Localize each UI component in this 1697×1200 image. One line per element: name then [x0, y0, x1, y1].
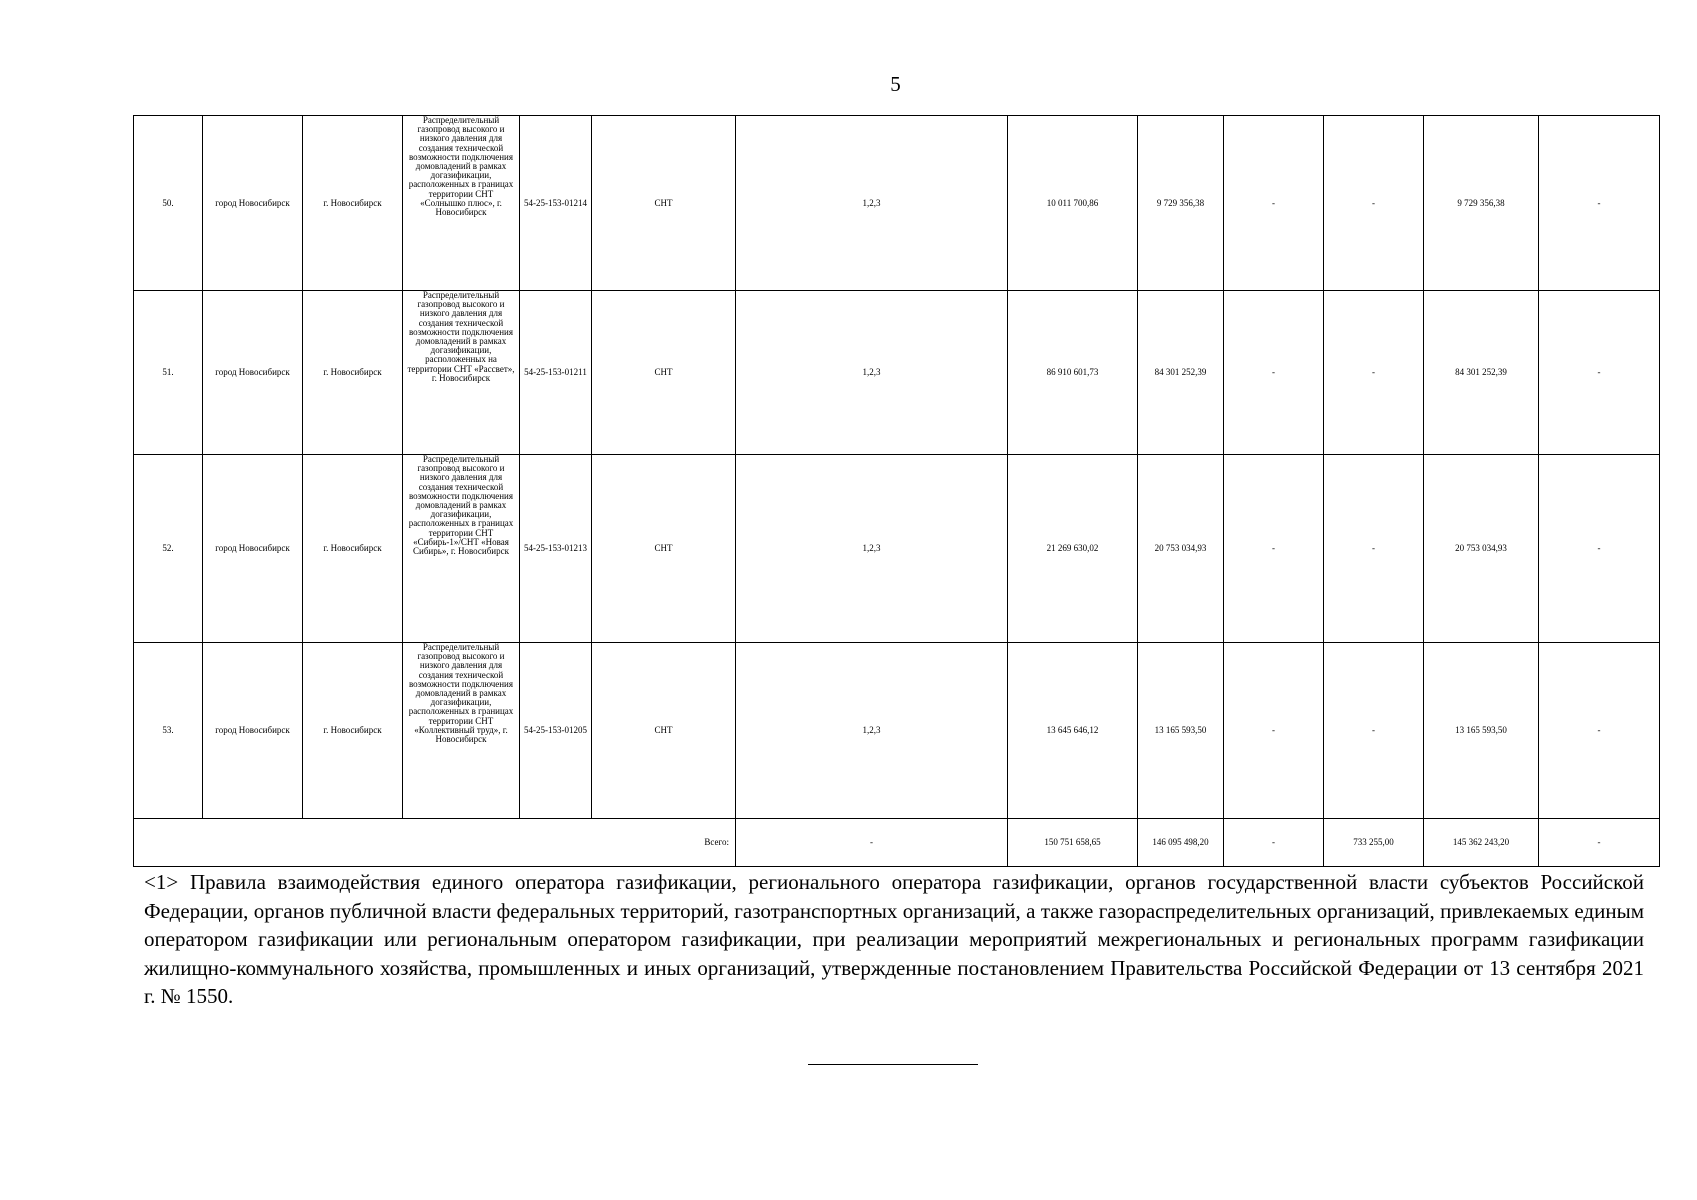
value-cell: -: [1324, 455, 1424, 643]
row-number-cell: 52.: [134, 455, 203, 643]
page-number: 5: [890, 72, 901, 96]
description-cell: Распределительный газопровод высокого и низкого давления для создания технической возможности подключения домовладений в рамках догазификации, расположенных в границах территории СНТ «Коллективный труд», г. Новосибирск: [403, 643, 520, 819]
district-cell: г. Новосибирск: [303, 291, 403, 455]
value-cell: 9 729 356,38: [1424, 116, 1539, 291]
description-cell: Распределительный газопровод высокого и низкого давления для создания технической возможности подключения домовладений в рамках догазификации, расположенных на территории СНТ «Рассвет», г. Новосибирск: [403, 291, 520, 455]
row-number-cell: 51.: [134, 291, 203, 455]
value-cell: -: [1539, 116, 1660, 291]
settlement-cell: город Новосибирск: [203, 455, 303, 643]
stages-cell: 1,2,3: [736, 291, 1008, 455]
stages-cell: 1,2,3: [736, 116, 1008, 291]
stages-cell: 1,2,3: [736, 643, 1008, 819]
description-cell: Распределительный газопровод высокого и низкого давления для создания технической возможности подключения домовладений в рамках догазификации, расположенных в границах территории СНТ «Сибирь-1»/СНТ «Новая Сибирь», г. Новосибирск: [403, 455, 520, 643]
footnote: <1> Правила взаимодействия единого оператора газификации, регионального оператора газификации, органов государственной власти субъектов Российской Федерации, органов публичной власти федеральных территорий, газотранспортных организаций, а также газораспределительных организаций, привлекаемых единым оператором газификации или региональным оператором газификации, при реализации мероприятий межрегиональных и региональных программ газификации жилищно-коммунального хозяйства, промышленных и иных организаций, утвержденные постановлением Правительства Российской Федерации от 13 сентября 2021 г. № 1550.: [144, 870, 1644, 1008]
district-cell: г. Новосибирск: [303, 643, 403, 819]
settlement-cell: город Новосибирск: [203, 116, 303, 291]
total-value-cell: 146 095 498,20: [1138, 819, 1224, 867]
total-value-cell: -: [1224, 819, 1324, 867]
code-cell: 54-25-153-01211: [520, 291, 592, 455]
table-row: [134, 455, 1660, 643]
type-cell: СНТ: [592, 455, 736, 643]
description-cell: Распределительный газопровод высокого и низкого давления для создания технической возможности подключения домовладений в рамках догазификации, расположенных в границах территории СНТ «Солнышко плюс», г. Новосибирск: [403, 116, 520, 291]
type-cell: СНТ: [592, 291, 736, 455]
value-cell: -: [1224, 291, 1324, 455]
value-cell: -: [1224, 116, 1324, 291]
row-number-cell: 53.: [134, 643, 203, 819]
value-cell: -: [1539, 455, 1660, 643]
row-number-cell: 50.: [134, 116, 203, 291]
total-stages-cell: -: [736, 819, 1008, 867]
code-cell: 54-25-153-01213: [520, 455, 592, 643]
code-cell: 54-25-153-01214: [520, 116, 592, 291]
value-cell: 9 729 356,38: [1138, 116, 1224, 291]
value-cell: 10 011 700,86: [1008, 116, 1138, 291]
settlement-cell: город Новосибирск: [203, 291, 303, 455]
total-value-cell: 733 255,00: [1324, 819, 1424, 867]
value-cell: -: [1224, 455, 1324, 643]
settlement-cell: город Новосибирск: [203, 643, 303, 819]
value-cell: 13 165 593,50: [1424, 643, 1539, 819]
value-cell: 20 753 034,93: [1138, 455, 1224, 643]
total-value-cell: 150 751 658,65: [1008, 819, 1138, 867]
value-cell: -: [1539, 291, 1660, 455]
code-cell: 54-25-153-01205: [520, 643, 592, 819]
value-cell: -: [1324, 291, 1424, 455]
table-row: [134, 291, 1660, 455]
value-cell: 21 269 630,02: [1008, 455, 1138, 643]
value-cell: 84 301 252,39: [1138, 291, 1224, 455]
table-row: [134, 116, 1660, 291]
total-row: [134, 819, 1660, 867]
district-cell: г. Новосибирск: [303, 455, 403, 643]
value-cell: 20 753 034,93: [1424, 455, 1539, 643]
total-label: Всего:: [134, 819, 736, 867]
type-cell: СНТ: [592, 116, 736, 291]
district-cell: г. Новосибирск: [303, 116, 403, 291]
table-row: [134, 643, 1660, 819]
total-value-cell: -: [1539, 819, 1660, 867]
value-cell: -: [1324, 116, 1424, 291]
value-cell: 86 910 601,73: [1008, 291, 1138, 455]
separator-line: [808, 1064, 978, 1065]
stages-cell: 1,2,3: [736, 455, 1008, 643]
gasification-table: [133, 115, 1660, 867]
value-cell: -: [1324, 643, 1424, 819]
value-cell: -: [1539, 643, 1660, 819]
type-cell: СНТ: [592, 643, 736, 819]
value-cell: 13 165 593,50: [1138, 643, 1224, 819]
value-cell: 84 301 252,39: [1424, 291, 1539, 455]
value-cell: 13 645 646,12: [1008, 643, 1138, 819]
value-cell: -: [1224, 643, 1324, 819]
total-value-cell: 145 362 243,20: [1424, 819, 1539, 867]
